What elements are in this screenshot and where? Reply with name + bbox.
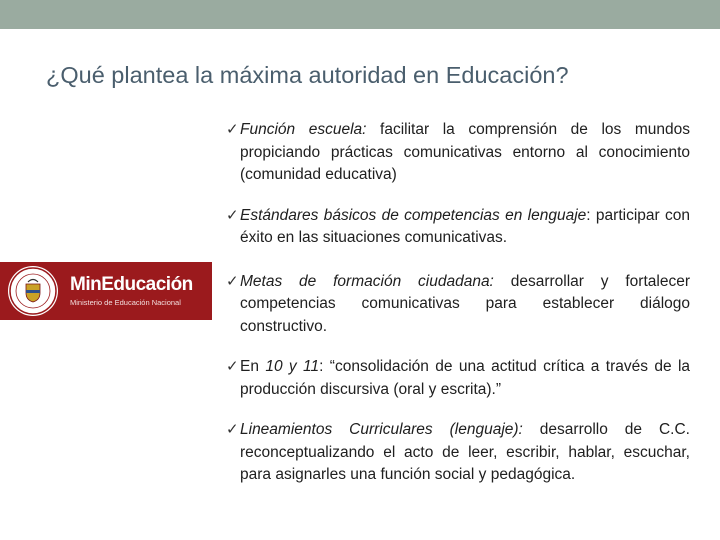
bullet-text: desarrollar y fortalecer competencias comunicativas para establecer diálogo constructivo. [240, 272, 690, 335]
bullet-item [226, 205, 690, 250]
checkmark-icon: ✓ [226, 272, 239, 290]
bullet-item [226, 419, 690, 487]
bullet-lead: 10 y 11 [265, 358, 320, 375]
bullet-lead: Función escuela: [240, 121, 367, 138]
bullet-lead: Estándares básicos de competencias en lenguaje [240, 206, 587, 224]
checkmark-icon: ✓ [226, 421, 239, 438]
bullet-item [226, 271, 690, 339]
logo-name: MinEducación [70, 274, 193, 295]
bullet-item [226, 119, 690, 187]
coat-of-arms-icon [8, 266, 58, 316]
logo-subtitle: Ministerio de Educación Nacional [70, 298, 181, 307]
checkmark-icon: ✓ [226, 206, 239, 224]
bullet-list [226, 119, 690, 487]
bullet-prefix: En [240, 358, 266, 375]
bullet-text: facilitar la comprensión de los mundos propiciando prácticas comunicativas entorno al conocimiento (comunidad educativa) [240, 121, 690, 183]
bullet-lead: Lineamientos Curriculares (lenguaje): [240, 421, 523, 438]
logo-text [70, 275, 193, 307]
checkmark-icon: ✓ [226, 121, 239, 138]
checkmark-icon: ✓ [226, 358, 239, 375]
bullet-lead: Metas de formación ciudadana: [240, 272, 494, 290]
bullet-item [226, 356, 690, 401]
top-bar [0, 0, 720, 29]
slide-title: ¿Qué plantea la máxima autoridad en Educación? [46, 62, 569, 88]
bullet-text: : “consolidación de una actitud crítica a través de la producción discursiva (oral y escrita).” [240, 358, 691, 398]
bullet-text: desarrollo de C.C. reconceptualizando el acto de leer, escribir, hablar, escuchar, para asignarles una función social y pedagógica. [240, 421, 690, 483]
bullet-text: : participar con éxito en las situaciones comunicativas. [240, 206, 690, 246]
